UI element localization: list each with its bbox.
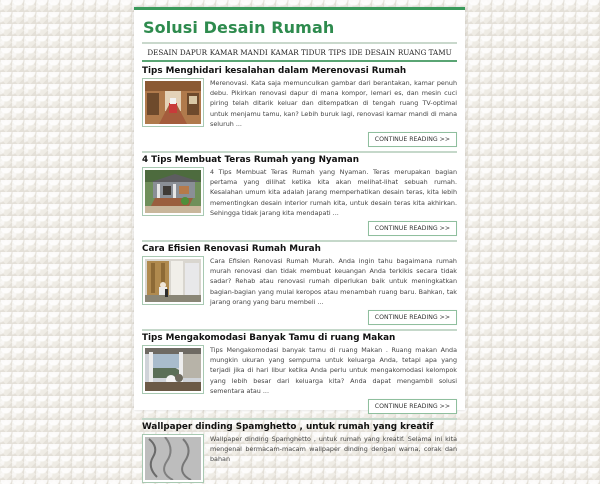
renovation-image-icon [145, 259, 201, 302]
nav-item-kamar-mandi[interactable]: KAMAR MANDI [209, 47, 268, 57]
post-thumbnail[interactable] [142, 434, 204, 483]
site-title[interactable]: Solusi Desain Rumah [143, 18, 335, 37]
post-item [142, 422, 457, 483]
post-excerpt: Cara Efisien Renovasi Rumah Murah. Anda ingin tahu bagaimana rumah murah renovasi dan tidak membuat keuangan Anda terkikis secara tidak sadar? Rehab atau renovasi rumah diperlukan baik untuk meningkatkan bagian-bagian yang mulai keropos atau menambah ruang baru. Bahkan, tak jarang orang yang baru membeli ... [210, 257, 457, 306]
post-excerpt: 4 Tips Membuat Teras Rumah yang Nyaman. Teras merupakan bagian pertama yang dilihat ketika kita akan melihat-lihat sebuah rumah. Kesalahan umum kita adalah jarang memperhatikan desain teras, kita lebih mementingkan desain interior rumah kita, untuk desain teras kita akhirkan. Sehingga tidak jarang kita mendapati ... [210, 168, 457, 217]
post-item [142, 66, 457, 153]
porch-image-icon [145, 170, 201, 213]
post-thumbnail[interactable] [142, 78, 204, 127]
post-item [142, 333, 457, 420]
post-item [142, 155, 457, 242]
nav-item-kamar-tidur[interactable]: KAMAR TIDUR [270, 47, 326, 57]
nav-item-tips[interactable]: TIPS [328, 47, 346, 57]
post-title-link[interactable]: Tips Menghidari kesalahan dalam Merenovasi Rumah [142, 66, 407, 76]
post-thumbnail[interactable] [142, 256, 204, 305]
post-item [142, 244, 457, 331]
continue-reading-button[interactable]: CONTINUE READING >> [368, 399, 457, 414]
kitchen-image-icon [145, 81, 201, 124]
nav-item-desain-dapur[interactable]: DESAIN DAPUR [147, 47, 208, 57]
post-thumbnail[interactable] [142, 167, 204, 216]
post-list [142, 64, 457, 483]
dining-image-icon [145, 348, 201, 391]
post-excerpt: Merenovasi. Kata saja memunculkan gambar dari berantakan, kamar penuh debu. Pikirkan renovasi dapur di mana kompor, lemari es, dan mesin cuci piring telah ditarik keluar dan ditempatkan di tengah ruang TV-optimal untuk menjamu tamu, kan? Lebih buruk lagi, renovasi kamar mandi di mana seluruh ... [210, 79, 457, 128]
post-title-link[interactable]: Wallpaper dinding Spamghetto , untuk rumah yang kreatif [142, 422, 434, 433]
post-title-link[interactable]: Tips Mengakomodasi Banyak Tamu di ruang Makan [142, 333, 396, 344]
post-title-link[interactable]: 4 Tips Membuat Teras Rumah yang Nyaman [142, 155, 359, 166]
nav-item-ruang-tamu[interactable]: RUANG TAMU [397, 47, 452, 57]
continue-reading-button[interactable]: CONTINUE READING >> [368, 310, 457, 325]
wallpaper-image-icon [145, 437, 201, 480]
continue-reading-button[interactable]: CONTINUE READING >> [368, 132, 457, 147]
continue-reading-button[interactable]: CONTINUE READING >> [368, 221, 457, 236]
post-excerpt: Tips Mengakomodasi banyak tamu di ruang Makan . Ruang makan Anda mungkin ukuran yang sempurna untuk keluarga Anda, tetapi apa yang terjadi jika di hari libur ketika Anda perlu untuk mengakomodasi kelompok yang lebih besar dari keluarga kita? Anda dapat mengambil solusi sementara atau ... [210, 346, 457, 395]
nav-item-ide-desain[interactable]: IDE DESAIN [348, 47, 396, 57]
post-title-link[interactable]: Cara Efisien Renovasi Rumah Murah [142, 244, 321, 255]
post-excerpt: Wallpaper dinding Spamghetto , untuk rumah yang kreatif. Selama ini kita mengenal bermacam-macam wallpaper dinding dengan warna, corak dan bahan [210, 435, 457, 464]
page-container [134, 7, 465, 464]
main-nav [142, 42, 457, 62]
post-thumbnail[interactable] [142, 345, 204, 394]
